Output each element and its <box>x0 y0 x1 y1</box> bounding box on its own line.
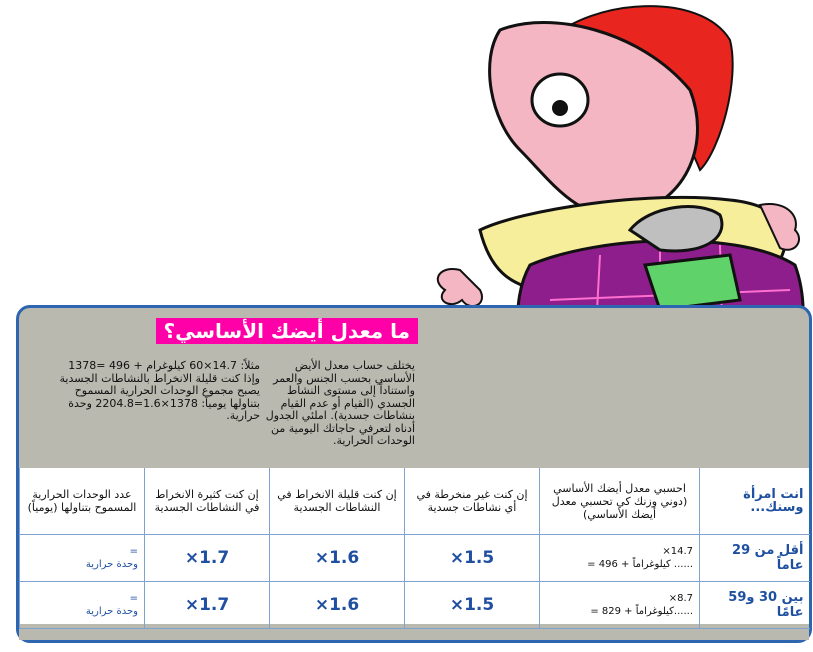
result-line2: وحدة حرارية <box>85 559 138 570</box>
panel-title: ما معدل أيضك الأساسي؟ <box>156 318 418 344</box>
header-daily-calories: عدد الوحدات الحرارية المسموح بتناولها (يومياً) <box>20 468 145 535</box>
no-activity-factor: 1.5× <box>405 582 540 629</box>
intro-paragraph: يختلف حساب معدل الأيض الأساسي بحسب الجنس والعمر واستناداً إلى مستوى النشاط الجسدي (القيام أو عدم القيام بنشاطات جسدية). املئي الجدول أدناه لتعرفي حاجاتك اليومية من الوحدات الحرارية. <box>265 359 415 447</box>
formula-line2: ...... كيلوغراماً + 496 = <box>587 559 693 570</box>
result-line1: = <box>129 593 138 604</box>
low-activity-factor: 1.6× <box>270 535 405 582</box>
header-low-activity: إن كنت قليلة الانخراط في النشاطات الجسدية <box>270 468 405 535</box>
header-no-activity: إن كنت غير منخرطة في أي نشاطات جسدية <box>405 468 540 535</box>
result-cell[interactable] <box>20 582 145 629</box>
result-cell[interactable] <box>20 535 145 582</box>
calorie-table <box>19 468 810 629</box>
high-activity-factor: 1.7× <box>145 582 270 629</box>
formula-line2: ......كيلوغراماً + 829 = <box>590 606 693 617</box>
age-cell: بين 30 و59 عامًا <box>700 582 810 629</box>
formula-cell[interactable] <box>540 582 700 629</box>
table-row <box>20 582 810 629</box>
low-activity-factor: 1.6× <box>270 582 405 629</box>
no-activity-factor: 1.5× <box>405 535 540 582</box>
table-header-row <box>20 468 810 535</box>
result-line2: وحدة حرارية <box>85 606 138 617</box>
high-activity-factor: 1.7× <box>145 535 270 582</box>
formula-line1: 8.7× <box>668 593 693 604</box>
formula-line1: 14.7× <box>662 546 693 557</box>
example-paragraph: مثلاً: 14.7×60 كيلوغرام + 496 =1378 وإذا كنت قليلة الانخراط بالنشاطات الجسدية يصبح مجموع الوحدات الحرارية المسموح بتناولها يومياً: 1378×1.6=2204.8 وحدة حرارية. <box>59 359 260 422</box>
header-formula: احسبي معدل أيضك الأساسي (دوني وزنك كي تحسبي معدل أيضك الأساسي) <box>540 468 700 535</box>
header-high-activity: إن كنت كثيرة الانخراط في النشاطات الجسدية <box>145 468 270 535</box>
header-age: انت امرأة وسنك... <box>700 468 810 535</box>
result-line1: = <box>129 546 138 557</box>
formula-cell[interactable] <box>540 535 700 582</box>
table-row <box>20 535 810 582</box>
age-cell: أقل من 29 عاماً <box>700 535 810 582</box>
